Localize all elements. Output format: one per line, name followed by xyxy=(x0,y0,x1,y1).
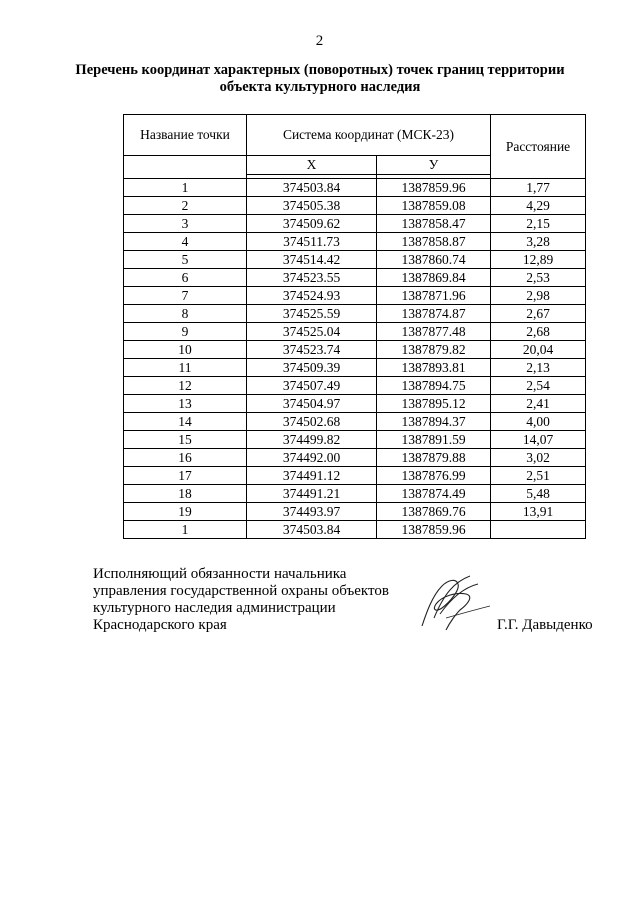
document-title xyxy=(60,62,580,96)
cell-x: 374504.97 xyxy=(247,395,377,413)
cell-x: 374525.59 xyxy=(247,305,377,323)
cell-y: 1387876.99 xyxy=(377,467,491,485)
position-line-2: управления государственной охраны объектов xyxy=(93,583,389,599)
table-row xyxy=(124,395,586,413)
table-row xyxy=(124,485,586,503)
cell-x: 374523.55 xyxy=(247,269,377,287)
table-row xyxy=(124,467,586,485)
position-line-4: Краснодарского края xyxy=(93,617,227,633)
cell-distance: 2,67 xyxy=(491,305,586,323)
cell-y: 1387874.87 xyxy=(377,305,491,323)
table-row xyxy=(124,413,586,431)
signatory-position xyxy=(93,566,389,634)
table-row xyxy=(124,269,586,287)
cell-x: 374509.62 xyxy=(247,215,377,233)
cell-point: 14 xyxy=(124,413,247,431)
cell-distance: 2,51 xyxy=(491,467,586,485)
table-row xyxy=(124,323,586,341)
table-row xyxy=(124,503,586,521)
cell-point: 9 xyxy=(124,323,247,341)
cell-distance: 2,15 xyxy=(491,215,586,233)
cell-x: 374514.42 xyxy=(247,251,377,269)
table-row xyxy=(124,359,586,377)
cell-x: 374503.84 xyxy=(247,179,377,197)
table-row xyxy=(124,179,586,197)
cell-distance: 2,53 xyxy=(491,269,586,287)
cell-distance: 2,41 xyxy=(491,395,586,413)
cell-y: 1387858.47 xyxy=(377,215,491,233)
cell-distance: 14,07 xyxy=(491,431,586,449)
header-point-name-empty xyxy=(124,156,247,179)
cell-x: 374492.00 xyxy=(247,449,377,467)
cell-point: 19 xyxy=(124,503,247,521)
cell-distance: 4,29 xyxy=(491,197,586,215)
table-row xyxy=(124,305,586,323)
cell-distance xyxy=(491,521,586,539)
cell-point: 1 xyxy=(124,521,247,539)
cell-point: 5 xyxy=(124,251,247,269)
header-distance: Расстояние xyxy=(491,115,586,179)
position-line-1: Исполняющий обязанности начальника xyxy=(93,566,347,582)
cell-point: 10 xyxy=(124,341,247,359)
cell-y: 1387859.96 xyxy=(377,521,491,539)
header-point-name: Название точки xyxy=(124,115,247,156)
cell-y: 1387895.12 xyxy=(377,395,491,413)
cell-y: 1387877.48 xyxy=(377,323,491,341)
cell-x: 374493.97 xyxy=(247,503,377,521)
cell-point: 15 xyxy=(124,431,247,449)
cell-distance: 20,04 xyxy=(491,341,586,359)
cell-point: 16 xyxy=(124,449,247,467)
cell-y: 1387869.76 xyxy=(377,503,491,521)
cell-point: 4 xyxy=(124,233,247,251)
cell-point: 17 xyxy=(124,467,247,485)
cell-point: 3 xyxy=(124,215,247,233)
cell-x: 374511.73 xyxy=(247,233,377,251)
position-line-3: культурного наследия администрации xyxy=(93,600,336,616)
cell-point: 6 xyxy=(124,269,247,287)
cell-y: 1387894.37 xyxy=(377,413,491,431)
cell-distance: 12,89 xyxy=(491,251,586,269)
cell-x: 374491.12 xyxy=(247,467,377,485)
table-row xyxy=(124,521,586,539)
cell-distance: 2,68 xyxy=(491,323,586,341)
title-line-2: объекта культурного наследия xyxy=(219,79,421,95)
cell-y: 1387891.59 xyxy=(377,431,491,449)
cell-x: 374523.74 xyxy=(247,341,377,359)
handwritten-signature xyxy=(412,574,492,634)
cell-x: 374505.38 xyxy=(247,197,377,215)
cell-distance: 2,98 xyxy=(491,287,586,305)
cell-x: 374524.93 xyxy=(247,287,377,305)
cell-y: 1387879.82 xyxy=(377,341,491,359)
cell-y: 1387874.49 xyxy=(377,485,491,503)
cell-point: 7 xyxy=(124,287,247,305)
cell-distance: 3,28 xyxy=(491,233,586,251)
table-row xyxy=(124,287,586,305)
cell-x: 374525.04 xyxy=(247,323,377,341)
header-coord-system: Система координат (МСК-23) xyxy=(247,115,491,156)
table-row xyxy=(124,215,586,233)
cell-y: 1387860.74 xyxy=(377,251,491,269)
cell-distance: 13,91 xyxy=(491,503,586,521)
cell-y: 1387869.84 xyxy=(377,269,491,287)
page-number: 2 xyxy=(315,33,324,49)
table-row xyxy=(124,197,586,215)
cell-y: 1387894.75 xyxy=(377,377,491,395)
cell-point: 13 xyxy=(124,395,247,413)
cell-distance: 3,02 xyxy=(491,449,586,467)
cell-y: 1387879.88 xyxy=(377,449,491,467)
cell-x: 374502.68 xyxy=(247,413,377,431)
table-row xyxy=(124,431,586,449)
cell-x: 374509.39 xyxy=(247,359,377,377)
coordinates-table xyxy=(123,114,586,539)
table-row xyxy=(124,233,586,251)
header-y: У xyxy=(377,156,491,175)
cell-point: 2 xyxy=(124,197,247,215)
cell-y: 1387871.96 xyxy=(377,287,491,305)
cell-y: 1387859.08 xyxy=(377,197,491,215)
table-row xyxy=(124,341,586,359)
cell-x: 374503.84 xyxy=(247,521,377,539)
cell-distance: 1,77 xyxy=(491,179,586,197)
cell-point: 12 xyxy=(124,377,247,395)
cell-point: 18 xyxy=(124,485,247,503)
cell-distance: 2,54 xyxy=(491,377,586,395)
table-row xyxy=(124,377,586,395)
cell-y: 1387859.96 xyxy=(377,179,491,197)
header-x: Х xyxy=(247,156,377,175)
table-row xyxy=(124,449,586,467)
cell-x: 374499.82 xyxy=(247,431,377,449)
cell-distance: 5,48 xyxy=(491,485,586,503)
cell-point: 11 xyxy=(124,359,247,377)
cell-point: 8 xyxy=(124,305,247,323)
cell-y: 1387858.87 xyxy=(377,233,491,251)
cell-x: 374507.49 xyxy=(247,377,377,395)
cell-distance: 2,13 xyxy=(491,359,586,377)
title-line-1: Перечень координат характерных (поворотных) точек границ территории xyxy=(75,62,565,78)
cell-x: 374491.21 xyxy=(247,485,377,503)
cell-y: 1387893.81 xyxy=(377,359,491,377)
cell-distance: 4,00 xyxy=(491,413,586,431)
signer-name: Г.Г. Давыденко xyxy=(497,617,593,633)
cell-point: 1 xyxy=(124,179,247,197)
table-row xyxy=(124,251,586,269)
